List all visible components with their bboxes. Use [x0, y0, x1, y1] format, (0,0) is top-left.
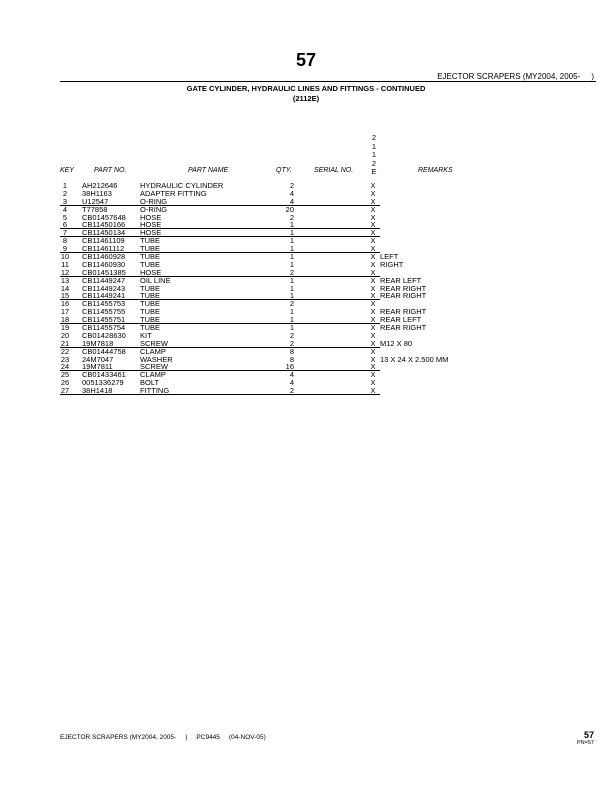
part-name-cell: FITTING: [140, 386, 170, 396]
part-name-cell: O-RING: [140, 204, 168, 214]
remarks-cell: REAR LEFT: [380, 275, 422, 285]
header-section-title: EJECTOR SCRAPERS (MY2004, 2005- ): [437, 72, 594, 81]
part-number-cell: CB11449243: [82, 283, 126, 293]
column-header-part-no: PART NO.: [94, 167, 127, 174]
key-cell: 1: [62, 181, 68, 190]
quantity-cell: 4: [289, 196, 294, 206]
model-char: 2: [371, 158, 377, 168]
key-cell: 12: [60, 267, 70, 277]
part-name-cell: SCREW: [140, 362, 168, 372]
part-name-cell: HOSE: [140, 212, 162, 222]
remarks-cell: LEFT: [380, 252, 399, 262]
remarks-cell: RIGHT: [380, 259, 404, 269]
model-applicability-cell: X: [370, 220, 376, 230]
quantity-cell: 8: [289, 346, 294, 356]
quantity-cell: 1: [289, 315, 294, 325]
part-name-cell: TUBE: [140, 259, 161, 269]
model-applicability-cell: X: [370, 346, 376, 356]
model-applicability-cell: X: [370, 244, 376, 254]
remarks-cell: REAR RIGHT: [380, 291, 427, 301]
model-applicability-cell: X: [370, 196, 376, 206]
footer-catalog-info: EJECTOR SCRAPERS (MY2004, 2005- ) PC9445 (04-NOV-05): [60, 734, 266, 741]
part-number-cell: U12547: [82, 196, 109, 206]
model-applicability-cell: X: [370, 228, 376, 238]
model-applicability-cell: X: [370, 283, 376, 293]
model-char: E: [371, 167, 377, 176]
model-applicability-cell: X: [370, 299, 376, 309]
remarks-cell: 13 X 24 X 2.500 MM: [380, 354, 449, 364]
part-number-cell: CB01457648: [82, 212, 126, 222]
quantity-cell: 2: [289, 299, 294, 309]
model-applicability-cell: X: [370, 338, 376, 348]
part-name-cell: O-RING: [140, 196, 168, 206]
footer-page-number: 57: [583, 730, 594, 740]
part-number-cell: CB11455754: [82, 323, 126, 333]
part-number-cell: CB11461112: [82, 244, 125, 254]
part-name-cell: KIT: [140, 330, 152, 340]
part-number-cell: 0051336279: [82, 378, 124, 388]
part-name-cell: ADAPTER FITTING: [140, 188, 207, 198]
part-number-cell: CB01428630: [82, 330, 126, 340]
model-char: 1: [371, 141, 377, 151]
model-applicability-cell: X: [370, 378, 376, 388]
key-cell: 8: [62, 236, 68, 246]
part-number-cell: CB11461109: [82, 236, 125, 246]
remarks-cell: REAR RIGHT: [380, 307, 427, 317]
part-name-cell: TUBE: [140, 323, 161, 333]
model-applicability-cell: X: [370, 323, 376, 333]
part-number-cell: T77858: [82, 204, 108, 214]
part-name-cell: TUBE: [140, 252, 161, 262]
page-title: [0, 84, 612, 104]
model-applicability-cell: X: [370, 330, 376, 340]
part-name-cell: HOSE: [140, 220, 162, 230]
quantity-cell: 2: [289, 212, 294, 222]
part-number-cell: CB11455755: [82, 307, 126, 317]
part-number-cell: CB11455753: [82, 299, 126, 309]
key-cell: 24: [60, 362, 70, 372]
quantity-cell: 2: [289, 338, 294, 348]
model-applicability-cell: X: [370, 370, 376, 380]
key-cell: 19: [60, 323, 70, 333]
part-name-cell: OIL LINE: [140, 275, 171, 285]
header-rule: [60, 81, 596, 82]
model-char: 1: [371, 150, 377, 159]
key-cell: 25: [60, 370, 70, 380]
column-header-qty: QTY.: [276, 167, 292, 174]
model-column-header: [370, 134, 378, 177]
part-number-cell: CB11449247: [82, 275, 126, 285]
part-number-cell: CB11460928: [82, 252, 126, 262]
part-number-cell: CB01444758: [82, 346, 126, 356]
model-applicability-cell: X: [370, 275, 376, 285]
quantity-cell: 1: [289, 236, 294, 246]
model-applicability-cell: X: [370, 252, 376, 262]
remarks-cell: REAR LEFT: [380, 315, 422, 325]
part-number-cell: CB11460930: [82, 259, 126, 269]
footer-pn-label: PN=57: [577, 740, 594, 746]
part-number-cell: CB01451385: [82, 267, 126, 277]
column-header-serial-no: SERIAL NO.: [314, 167, 354, 174]
part-number-cell: CB01433461: [82, 370, 126, 380]
part-name-cell: CLAMP: [140, 346, 166, 356]
key-cell: 20: [60, 330, 70, 340]
page-number: 57: [295, 50, 317, 70]
model-applicability-cell: X: [370, 181, 376, 190]
part-name-cell: TUBE: [140, 244, 161, 254]
key-cell: 17: [60, 307, 70, 317]
part-name-cell: BOLT: [140, 378, 160, 388]
model-applicability-cell: X: [370, 188, 376, 198]
model-applicability-cell: X: [370, 291, 376, 301]
quantity-cell: 1: [289, 228, 294, 238]
part-number-cell: 19M7811: [82, 362, 113, 372]
quantity-cell: 1: [289, 323, 294, 333]
column-header-key: KEY: [60, 167, 75, 174]
key-cell: 14: [60, 283, 70, 293]
part-name-cell: TUBE: [140, 283, 161, 293]
key-cell: 27: [60, 386, 70, 396]
title-line-1: GATE CYLINDER, HYDRAULIC LINES AND FITTINGS - CONTINUED: [186, 84, 426, 93]
part-number-cell: CB11455751: [82, 315, 126, 325]
quantity-cell: 2: [289, 181, 294, 190]
quantity-cell: 20: [285, 204, 294, 214]
quantity-cell: 2: [289, 386, 294, 396]
remarks-cell: REAR RIGHT: [380, 323, 427, 333]
quantity-cell: 2: [289, 330, 294, 340]
quantity-cell: 1: [289, 283, 294, 293]
key-cell: 18: [60, 315, 70, 325]
quantity-cell: 4: [289, 378, 294, 388]
part-number-cell: CB11450166: [82, 220, 126, 230]
key-cell: 11: [61, 259, 69, 269]
quantity-cell: 1: [289, 220, 294, 230]
quantity-cell: 8: [289, 354, 294, 364]
quantity-cell: 2: [289, 267, 294, 277]
key-cell: 10: [60, 252, 70, 262]
quantity-cell: 1: [289, 275, 294, 285]
part-name-cell: TUBE: [140, 291, 161, 301]
part-number-cell: CB11450134: [82, 228, 126, 238]
part-number-cell: AH212646: [82, 181, 118, 190]
part-name-cell: CLAMP: [140, 370, 166, 380]
part-name-cell: WASHER: [140, 354, 173, 364]
model-applicability-cell: X: [370, 212, 376, 222]
model-applicability-cell: X: [370, 204, 376, 214]
model-applicability-cell: X: [370, 236, 376, 246]
model-applicability-cell: X: [370, 362, 376, 372]
key-cell: 15: [60, 291, 70, 301]
key-cell: 22: [60, 346, 70, 356]
model-char: 2: [371, 133, 377, 142]
remarks-cell: M12 X 80: [380, 338, 413, 348]
key-cell: 9: [62, 244, 68, 254]
column-header-part-name: PART NAME: [188, 167, 229, 174]
part-name-cell: HYDRAULIC CYLINDER: [140, 181, 224, 190]
key-cell: 4: [62, 204, 68, 214]
key-cell: 6: [62, 220, 68, 230]
model-applicability-cell: X: [370, 354, 376, 364]
quantity-cell: 1: [289, 291, 294, 301]
part-number-cell: 19M7818: [82, 338, 114, 348]
table-row: [60, 387, 600, 395]
model-applicability-cell: X: [370, 267, 376, 277]
model-applicability-cell: X: [370, 307, 376, 317]
model-applicability-cell: X: [370, 315, 376, 325]
part-name-cell: TUBE: [140, 299, 161, 309]
quantity-cell: 4: [289, 370, 294, 380]
remarks-cell: REAR RIGHT: [380, 283, 427, 293]
part-number-cell: 24M7047: [82, 354, 114, 364]
model-applicability-cell: X: [370, 386, 376, 396]
column-header-remarks: REMARKS: [418, 167, 453, 174]
quantity-cell: 4: [289, 188, 294, 198]
part-number-cell: 38H1418: [82, 386, 113, 396]
part-number-cell: 38H1163: [82, 188, 112, 198]
part-name-cell: TUBE: [140, 307, 161, 317]
model-applicability-cell: X: [370, 259, 376, 269]
key-cell: 3: [62, 196, 68, 206]
quantity-cell: 1: [289, 244, 294, 254]
part-name-cell: HOSE: [140, 228, 162, 238]
part-name-cell: TUBE: [140, 315, 161, 325]
key-cell: 5: [62, 212, 68, 222]
key-cell: 2: [62, 188, 68, 198]
key-cell: 26: [60, 378, 70, 388]
key-cell: 16: [60, 299, 70, 309]
quantity-cell: 1: [289, 259, 294, 269]
title-line-2: (2112E): [292, 94, 320, 103]
key-cell: 23: [60, 354, 70, 364]
quantity-cell: 16: [285, 362, 294, 372]
key-cell: 21: [60, 338, 70, 348]
part-name-cell: HOSE: [140, 267, 162, 277]
key-cell: 13: [60, 275, 70, 285]
quantity-cell: 1: [289, 252, 294, 262]
parts-table: [60, 182, 600, 395]
quantity-cell: 1: [289, 307, 294, 317]
part-name-cell: SCREW: [140, 338, 168, 348]
key-cell: 7: [62, 228, 68, 238]
part-number-cell: CB11449241: [82, 291, 126, 301]
part-name-cell: TUBE: [140, 236, 161, 246]
